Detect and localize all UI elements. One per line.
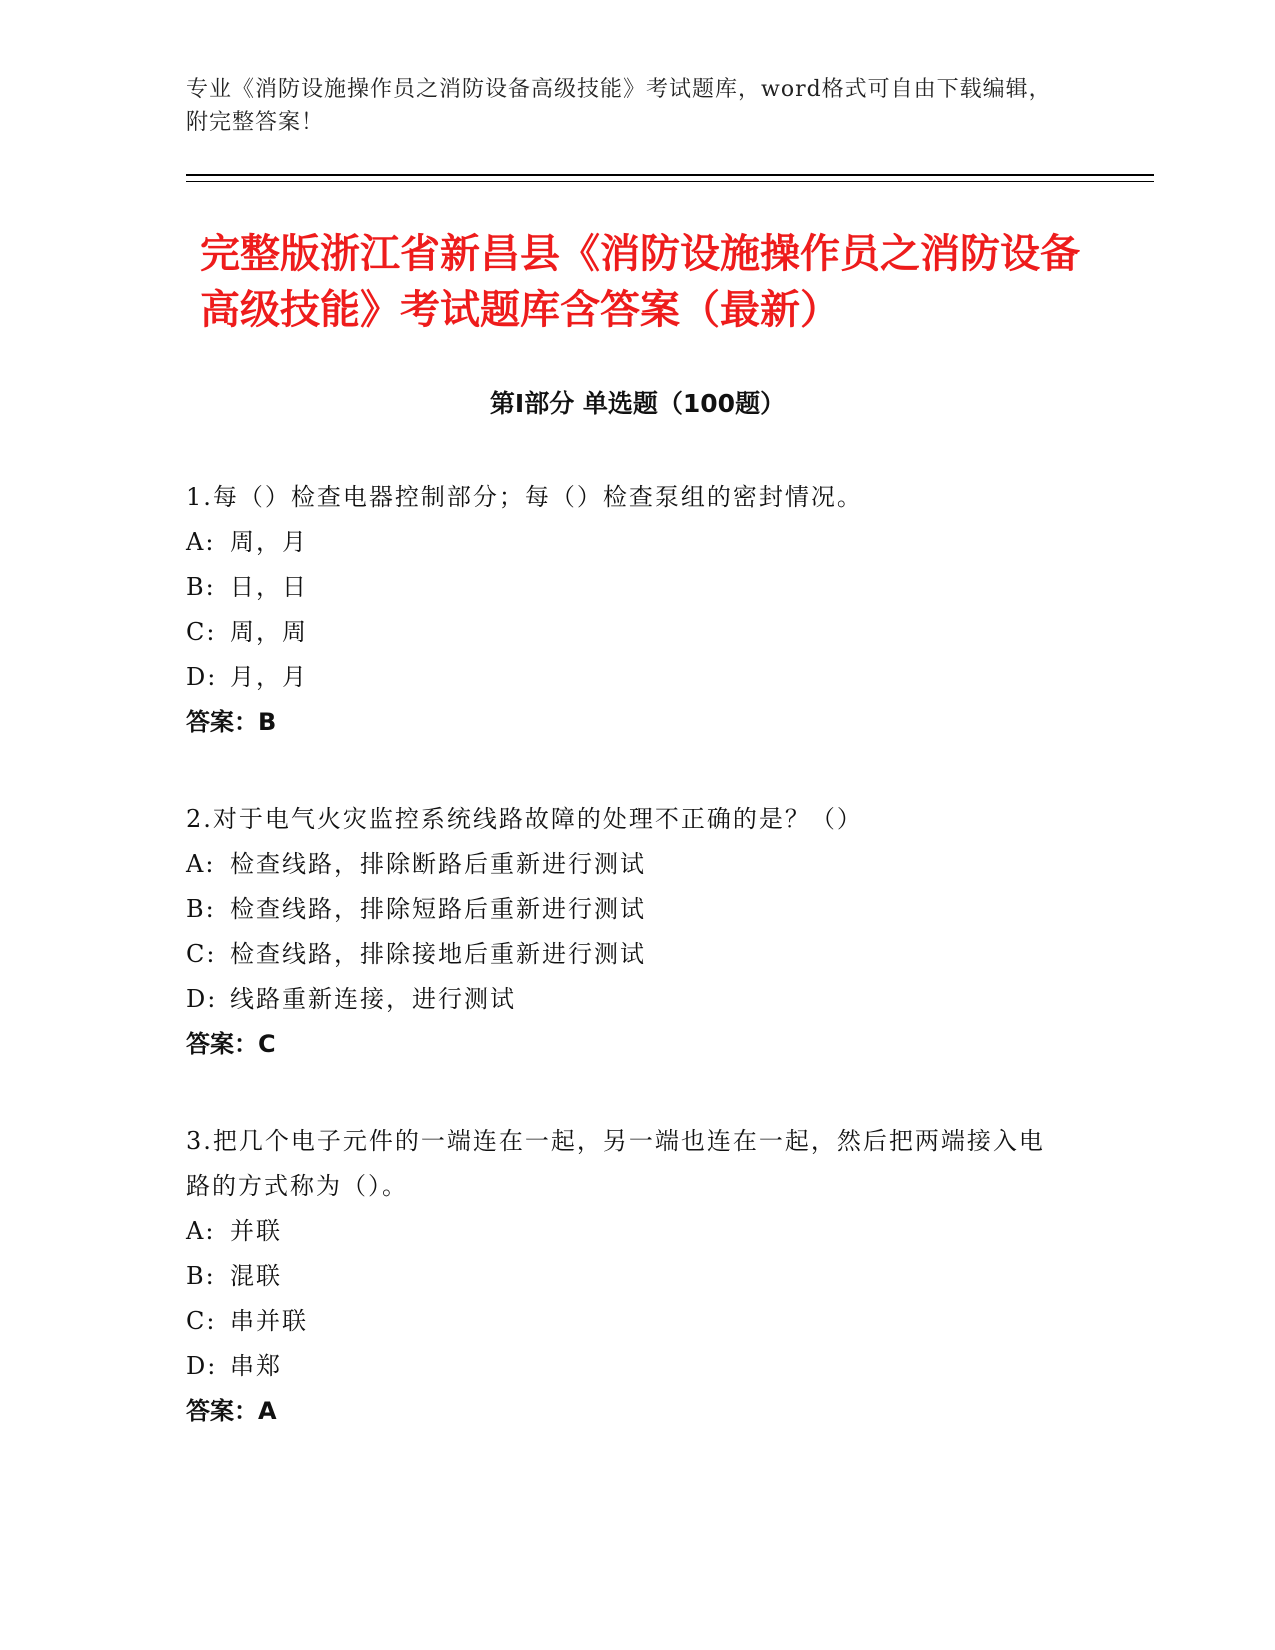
answer-line: 答案：A — [186, 1397, 277, 1425]
option-key: A: — [186, 528, 216, 556]
question-stem: 2.对于电气火灾监控系统线路故障的处理不正确的是？（） — [186, 805, 863, 833]
header-note: 专业《消防设施操作员之消防设备高级技能》考试题库，word格式可自由下载编辑，附完整答案！ — [186, 77, 1052, 135]
question-item — [186, 1119, 1066, 1434]
question-stem: 1.每（）检查电器控制部分；每（）检查泵组的密封情况。 — [186, 483, 863, 511]
option-key: B: — [186, 895, 216, 923]
question-item — [186, 475, 1066, 745]
option-key: C: — [186, 618, 217, 646]
answer-line: 答案：B — [186, 708, 277, 736]
option-text: 串并联 — [230, 1307, 308, 1335]
option-key: B: — [186, 1262, 216, 1290]
header-divider-thick — [186, 174, 1154, 176]
option-d — [186, 655, 1066, 700]
section-title: 第Ⅰ部分 单选题（100题） — [489, 389, 786, 418]
answer-line: 答案：C — [186, 1030, 276, 1058]
option-text: 线路重新连接，进行测试 — [230, 985, 516, 1013]
question-list — [186, 475, 1066, 1486]
option-text: 周，月 — [230, 528, 308, 556]
option-key: C: — [186, 940, 217, 968]
question-item — [186, 797, 1066, 1067]
option-text: 混联 — [230, 1262, 282, 1290]
option-key: C: — [186, 1307, 217, 1335]
question-stem: 3.把几个电子元件的一端连在一起，另一端也连在一起，然后把两端接入电路的方式称为（）。 — [186, 1127, 1045, 1200]
option-c — [186, 1299, 1066, 1344]
option-text: 月，月 — [230, 663, 308, 691]
option-key: A: — [186, 850, 216, 878]
option-text: 检查线路，排除接地后重新进行测试 — [230, 940, 646, 968]
option-key: D: — [186, 1352, 218, 1380]
document-title: 完整版浙江省新昌县《消防设施操作员之消防设备高级技能》考试题库含答案（最新） — [200, 231, 1080, 333]
option-key: B: — [186, 573, 216, 601]
option-key: D: — [186, 663, 218, 691]
option-d — [186, 977, 1066, 1022]
option-key: A: — [186, 1217, 216, 1245]
option-b — [186, 565, 1066, 610]
option-d — [186, 1344, 1066, 1389]
header-divider-thin — [186, 181, 1154, 182]
option-a — [186, 1209, 1066, 1254]
option-key: D: — [186, 985, 218, 1013]
option-text: 串郑 — [230, 1352, 282, 1380]
option-text: 日，日 — [230, 573, 308, 601]
option-b — [186, 887, 1066, 932]
option-c — [186, 932, 1066, 977]
option-text: 并联 — [230, 1217, 282, 1245]
option-text: 周，周 — [230, 618, 308, 646]
option-text: 检查线路，排除短路后重新进行测试 — [230, 895, 646, 923]
option-a — [186, 520, 1066, 565]
option-b — [186, 1254, 1066, 1299]
option-text: 检查线路，排除断路后重新进行测试 — [230, 850, 646, 878]
option-a — [186, 842, 1066, 887]
option-c — [186, 610, 1066, 655]
